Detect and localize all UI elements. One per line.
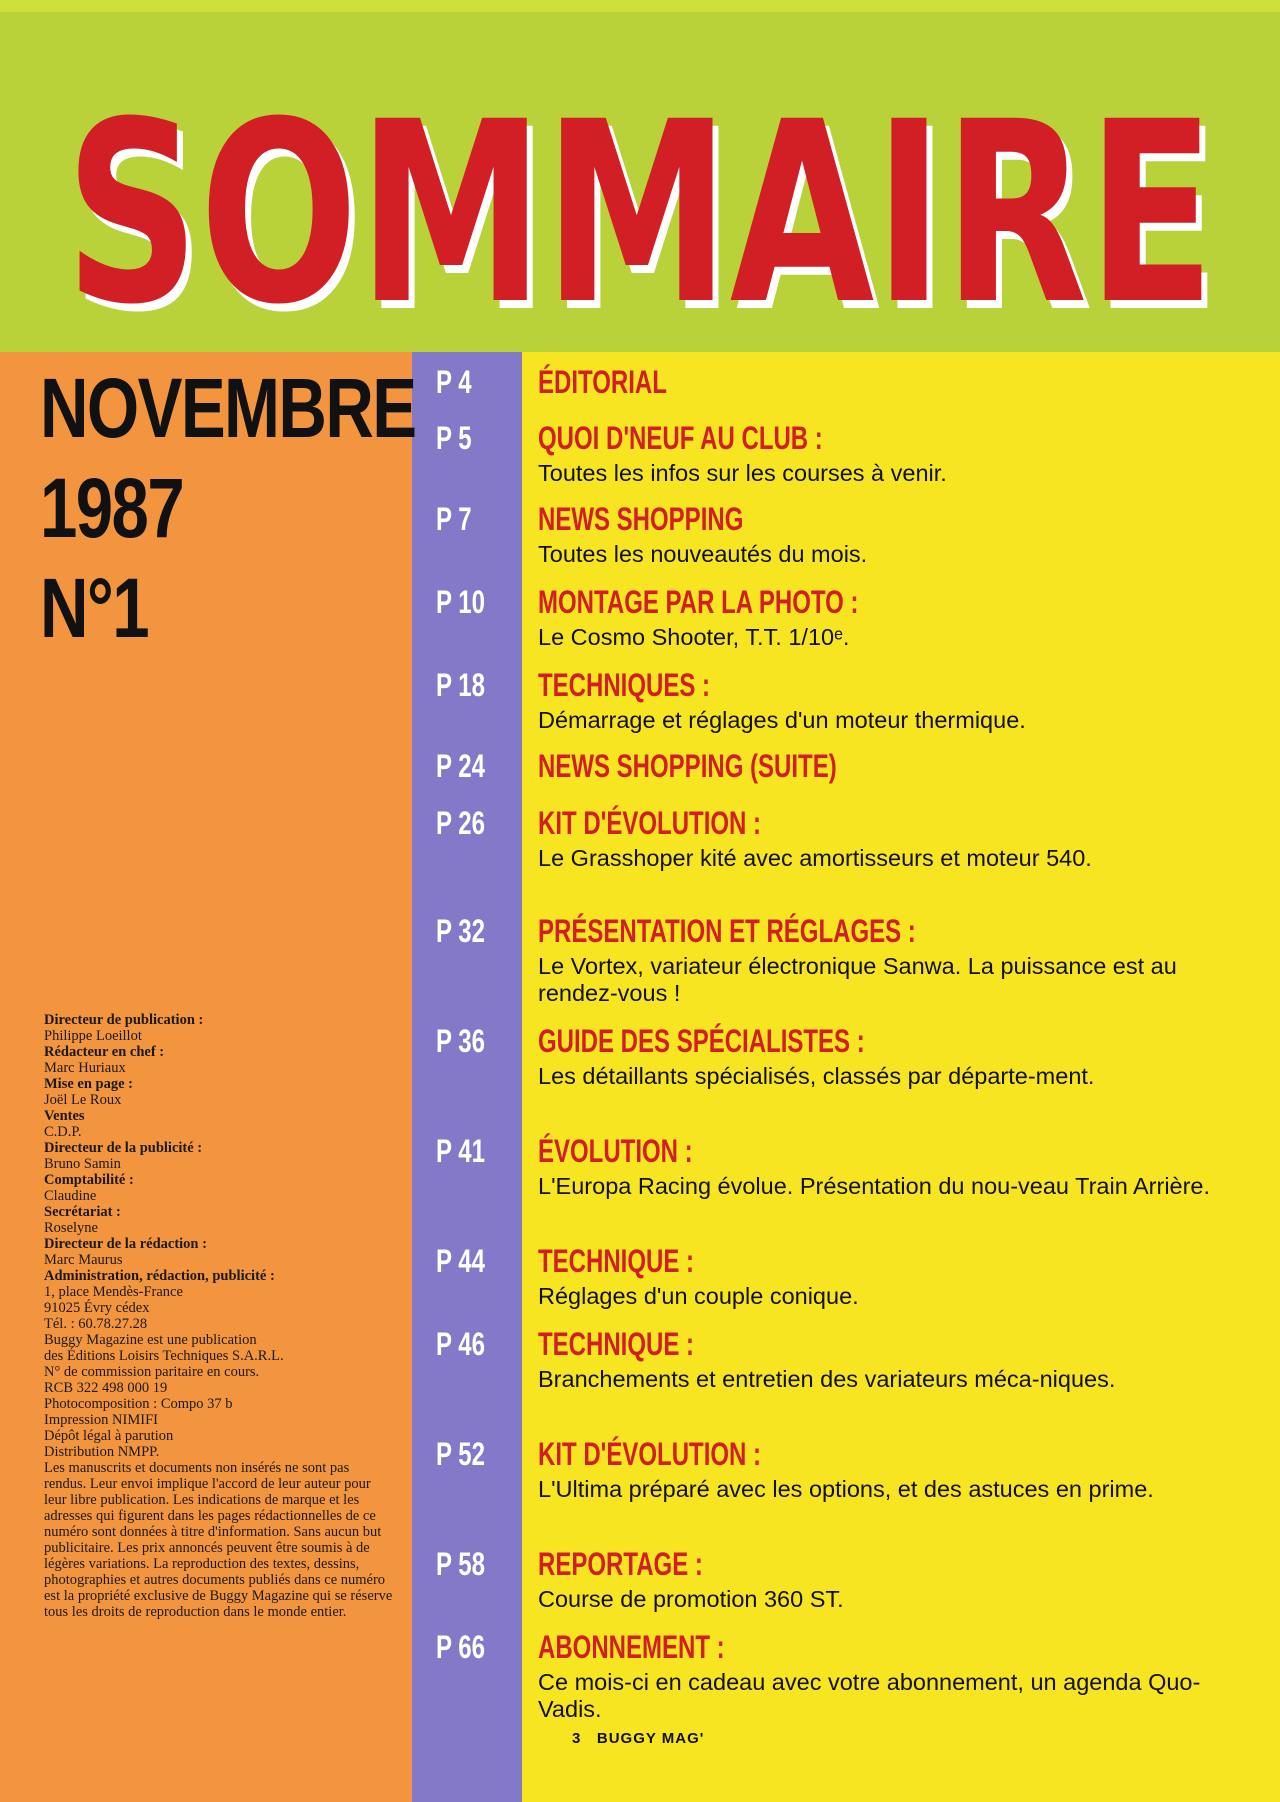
toc-heading: MONTAGE PAR LA PHOTO : xyxy=(538,584,859,620)
footer-magazine-name: BUGGY MAG' xyxy=(596,1730,705,1747)
masthead-line: Tél. : 60.78.27.28 xyxy=(44,1316,148,1332)
toc-page-number: P 26 xyxy=(436,805,485,841)
toc-description: Toutes les infos sur les courses à venir. xyxy=(538,460,947,486)
toc-page-number: P 41 xyxy=(436,1133,485,1169)
page-number-strip xyxy=(412,352,522,1802)
masthead-role: Directeur de la publicité : xyxy=(44,1140,203,1156)
toc-description: L'Europa Racing évolue. Présentation du nou-veau Train Arrière. xyxy=(538,1173,1211,1199)
masthead-role: Comptabilité : xyxy=(44,1172,134,1188)
toc-heading: NEWS SHOPPING (SUITE) xyxy=(538,748,837,784)
toc-page-number: P 36 xyxy=(436,1023,485,1059)
masthead-line: 91025 Évry cédex xyxy=(44,1300,150,1316)
toc-heading: TECHNIQUE : xyxy=(538,1243,694,1279)
toc-heading: PRÉSENTATION ET RÉGLAGES : xyxy=(538,913,916,949)
toc-description: Course de promotion 360 ST. xyxy=(538,1586,844,1612)
toc-page-number: P 32 xyxy=(436,913,485,949)
toc-heading: TECHNIQUES : xyxy=(538,667,711,703)
toc-page-number: P 44 xyxy=(436,1243,485,1279)
toc-description: Branchements et entretien des variateurs méca-niques. xyxy=(538,1366,1116,1392)
masthead-line: N° de commission paritaire en cours. xyxy=(44,1364,260,1380)
masthead-name: C.D.P. xyxy=(44,1124,82,1140)
toc-heading: GUIDE DES SPÉCIALISTES : xyxy=(538,1023,865,1059)
masthead-line: des Éditions Loisirs Techniques S.A.R.L. xyxy=(44,1348,284,1364)
issue-year: 1987 xyxy=(40,461,184,555)
toc-description: Le Cosmo Shooter, T.T. 1/10ᵉ. xyxy=(538,624,850,650)
page-title-shadow: SOMMAIRE xyxy=(71,76,1221,352)
page-footer xyxy=(572,1730,704,1747)
toc-page-number: P 66 xyxy=(436,1629,485,1665)
toc-description: Toutes les nouveautés du mois. xyxy=(538,541,868,567)
legal-notice: Les manuscrits et documents non insérés ne sont pas rendus. Leur envoi implique l'accord de leur auteur pour leur libre publication. Les indications de marque et les adresses qui figurent dans les pages rédactionnelles de ce numéro sont données à titre d'information. Sans aucun but publicitaire. Les prix annoncés peuvent être soumis à de légères variations. La reproduction des textes, dessins, photographies et autres documents publiés dans ce numéro est la propriété exclusive de Buggy Magazine qui se réserve tous les droits de reproduction dans le monde entier. xyxy=(44,1460,393,1620)
masthead-line: Buggy Magazine est une publication xyxy=(44,1332,257,1348)
toc-page-number: P 46 xyxy=(436,1326,485,1362)
masthead-line: RCB 322 498 000 19 xyxy=(44,1380,168,1396)
toc-description: L'Ultima préparé avec les options, et des astuces en prime. xyxy=(538,1476,1154,1502)
masthead-role: Secrétariat : xyxy=(44,1204,121,1220)
issue-month: NOVEMBRE xyxy=(40,361,416,455)
footer-page-number: 3 xyxy=(572,1730,582,1747)
masthead-role: Directeur de la rédaction : xyxy=(44,1236,207,1252)
toc-page-number: P 24 xyxy=(436,748,485,784)
toc-heading: NEWS SHOPPING xyxy=(538,501,744,537)
toc-page-number: P 58 xyxy=(436,1546,485,1582)
toc-page-number: P 18 xyxy=(436,667,485,703)
toc-page-number: P 5 xyxy=(436,420,472,456)
masthead-name: Marc Huriaux xyxy=(44,1060,126,1076)
masthead-name: Claudine xyxy=(44,1188,97,1204)
masthead-name: Roselyne xyxy=(44,1220,98,1236)
masthead-role: Ventes xyxy=(44,1108,85,1124)
masthead-name: Joël Le Roux xyxy=(44,1092,122,1108)
toc-heading: KIT D'ÉVOLUTION : xyxy=(538,1436,762,1472)
masthead-line: Dépôt légal à parution xyxy=(44,1428,174,1444)
masthead xyxy=(44,1012,394,1620)
toc-description: Les détaillants spécialisés, classés par départe-ment. xyxy=(538,1063,1095,1089)
header-banner xyxy=(0,0,1280,352)
masthead-name: Bruno Samin xyxy=(44,1156,121,1172)
toc-heading: KIT D'ÉVOLUTION : xyxy=(538,805,762,841)
toc-description: Réglages d'un couple conique. xyxy=(538,1283,859,1309)
title-svg xyxy=(0,0,1280,352)
toc-description: Démarrage et réglages d'un moteur thermique. xyxy=(538,707,1026,733)
toc-heading: ABONNEMENT : xyxy=(538,1629,725,1665)
masthead-role: Mise en page : xyxy=(44,1076,133,1092)
toc-page-number: P 4 xyxy=(436,364,472,400)
toc-description: Le Vortex, variateur électronique Sanwa. La puissance est au rendez-vous ! xyxy=(538,953,1177,1006)
toc-page-number: P 52 xyxy=(436,1436,485,1472)
masthead-line: Photocomposition : Compo 37 b xyxy=(44,1396,233,1412)
masthead-line: 1, place Mendès-France xyxy=(44,1284,183,1300)
toc-description: Ce mois-ci en cadeau avec votre abonnement, un agenda Quo-Vadis. xyxy=(538,1669,1201,1722)
masthead-line: Distribution NMPP. xyxy=(44,1444,160,1460)
toc-heading: TECHNIQUE : xyxy=(538,1326,694,1362)
toc-page-number: P 7 xyxy=(436,501,472,537)
masthead-role: Rédacteur en chef : xyxy=(44,1044,165,1060)
masthead-name: Philippe Loeillot xyxy=(44,1028,142,1044)
toc-heading: REPORTAGE : xyxy=(538,1546,703,1582)
masthead-admin-role: Administration, rédaction, publicité : xyxy=(44,1268,275,1284)
masthead-line: Impression NIMIFI xyxy=(44,1412,158,1428)
issue-number: N°1 xyxy=(40,561,148,655)
toc-heading: ÉDITORIAL xyxy=(538,364,667,400)
toc-page-number: P 10 xyxy=(436,584,485,620)
masthead-role: Directeur de publication : xyxy=(44,1012,204,1028)
toc-heading: QUOI D'NEUF AU CLUB : xyxy=(538,420,823,456)
toc-heading: ÉVOLUTION : xyxy=(538,1133,693,1169)
masthead-name: Marc Maurus xyxy=(44,1252,123,1268)
page-title: SOMMAIRE xyxy=(65,68,1215,352)
toc-description: Le Grasshoper kité avec amortisseurs et moteur 540. xyxy=(538,845,1092,871)
